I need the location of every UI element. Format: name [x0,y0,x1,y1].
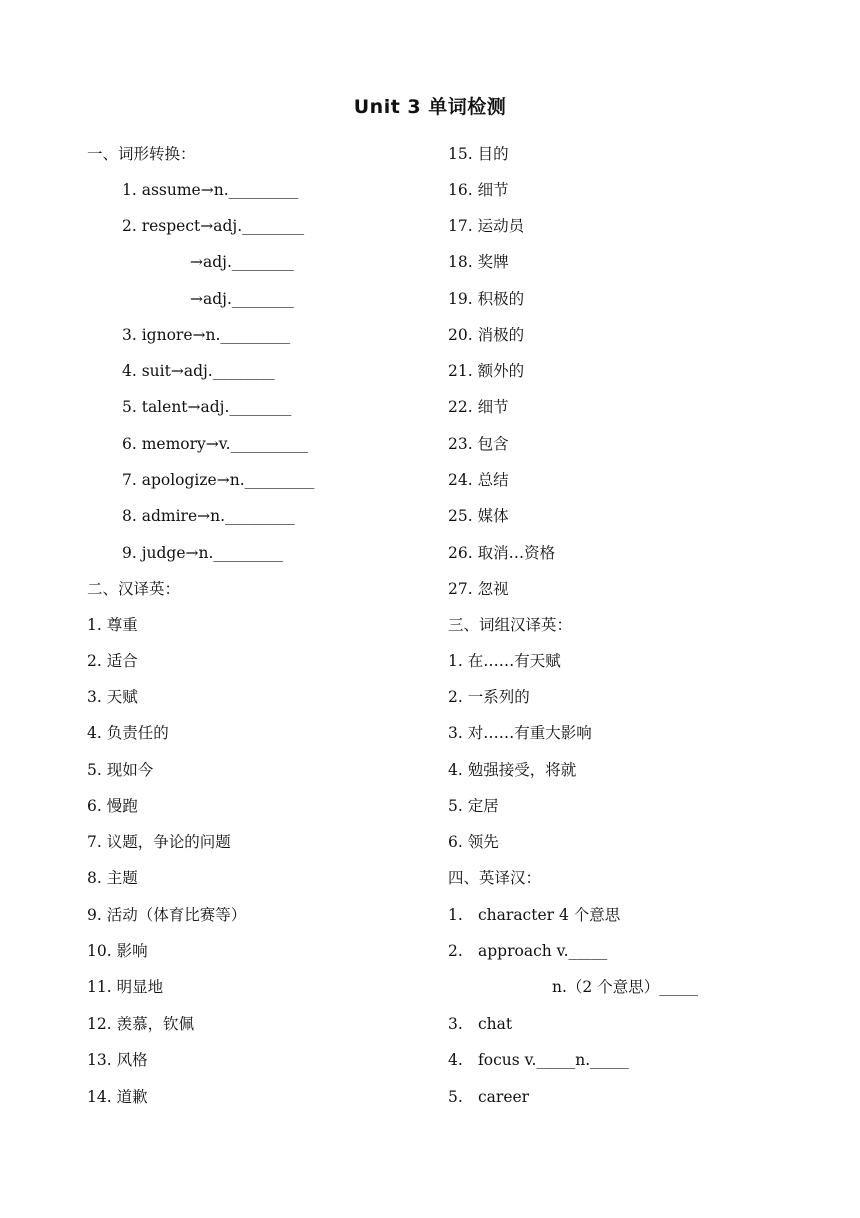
section1-item: →adj.________ [190,290,294,308]
section2-item: 25. 媒体 [448,507,509,525]
section2-item: 10. 影响 [87,942,148,960]
item-text: character 4 个意思 [478,906,621,924]
section1-item: 3. ignore→n._________ [122,326,291,344]
section1-item: →adj.________ [190,253,294,271]
section2-item: 15. 目的 [448,145,509,163]
section1-item: 8. admire→n._________ [122,507,295,525]
section3-item: 6. 领先 [448,833,499,851]
page-title: Unit 3 单词检测 [353,96,507,118]
section1-item: 6. memory→v.__________ [122,435,309,453]
item-text: focus v._____n._____ [478,1051,629,1069]
section3-item: 1. 在……有天赋 [448,652,561,670]
section2-item: 23. 包含 [448,435,509,453]
section4-item [552,977,698,997]
section2-item: 24. 总结 [448,471,509,489]
item-number: 5. [448,1088,463,1106]
section2-heading: 二、汉译英： [87,580,181,598]
item-number: 1. [448,906,463,924]
item-number: 2. [448,942,463,960]
item-number: 3. [448,1015,463,1033]
section2-item: 27. 忽视 [448,580,509,598]
section1-item: 4. suit→adj.________ [122,362,275,380]
section3-item: 5. 定居 [448,797,499,815]
section4-item [448,1014,512,1034]
section2-item: 5. 现如今 [87,761,154,779]
section2-item: 7. 议题，争论的问题 [87,833,231,851]
section2-item: 13. 风格 [87,1051,148,1069]
section4-item [448,1050,629,1070]
section2-item: 22. 细节 [448,398,509,416]
section4-heading: 四、英译汉： [448,869,542,887]
section2-item: 9. 活动（体育比赛等） [87,906,247,924]
section4-item [448,941,607,961]
section2-item: 6. 慢跑 [87,797,138,815]
section2-item: 2. 适合 [87,652,138,670]
section1-item: 7. apologize→n._________ [122,471,315,489]
item-number: 4. [448,1051,463,1069]
section2-item: 11. 明显地 [87,978,164,996]
item-text: approach v._____ [478,942,608,960]
section1-heading: 一、词形转换： [87,145,196,163]
section2-item: 8. 主题 [87,869,138,887]
section2-item: 20. 消极的 [448,326,525,344]
item-text: chat [478,1015,513,1033]
section2-item: 14. 道歉 [87,1088,148,1106]
section4-item [448,1087,529,1107]
section2-item: 19. 积极的 [448,290,525,308]
section2-item: 21. 额外的 [448,362,525,380]
section2-item: 3. 天赋 [87,688,138,706]
section1-item: 1. assume→n._________ [122,181,299,199]
section1-item: 9. judge→n._________ [122,544,284,562]
section3-item: 4. 勉强接受，将就 [448,761,577,779]
section2-item: 4. 负责任的 [87,724,169,742]
section3-item: 2. 一系列的 [448,688,530,706]
section1-item: 2. respect→adj.________ [122,217,305,235]
item-text: n.（2 个意思）_____ [552,978,698,996]
section2-item: 17. 运动员 [448,217,525,235]
section3-item: 3. 对……有重大影响 [448,724,592,742]
section2-item: 1. 尊重 [87,616,138,634]
item-text: career [478,1088,530,1106]
section3-heading: 三、词组汉译英： [448,616,573,634]
section2-item: 26. 取消…资格 [448,544,556,562]
section2-item: 16. 细节 [448,181,509,199]
section2-item: 12. 羡慕，钦佩 [87,1015,195,1033]
section4-item [448,905,620,925]
section2-item: 18. 奖牌 [448,253,509,271]
section1-item: 5. talent→adj.________ [122,398,292,416]
